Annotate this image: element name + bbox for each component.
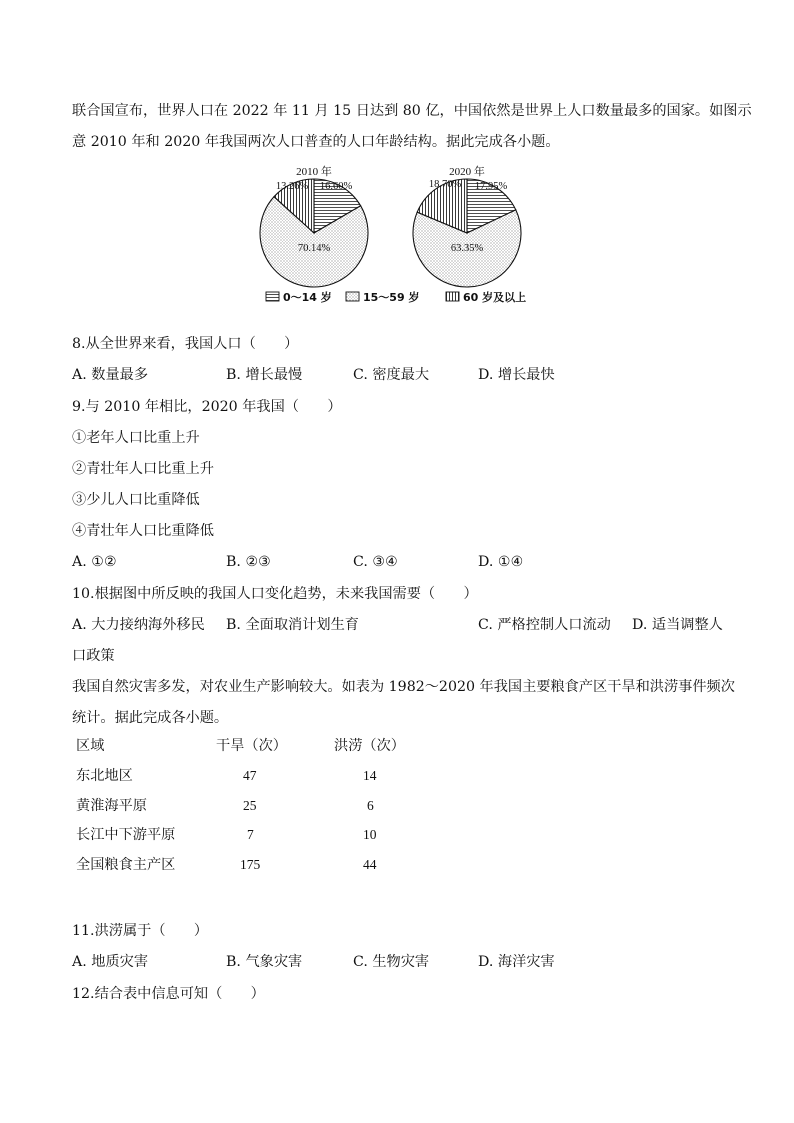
q10-option-d-continuation: 口政策 (72, 648, 115, 664)
q9-item-1: ①老年人口比重上升 (72, 430, 200, 446)
legend-swatch-age-15-59 (346, 292, 359, 301)
legend-label-age-60-plus: 60 岁及以上 (463, 291, 527, 304)
q9-option-c[interactable]: C. ③④ (353, 554, 398, 570)
legend-label-age-15-59: 15～59 岁 (363, 291, 420, 304)
q9-option-a[interactable]: A. ①② (72, 554, 117, 570)
legend-label-age-0-14: 0～14 岁 (283, 291, 332, 304)
chart-legend (266, 290, 526, 304)
q8-option-b[interactable]: B. 增长最慢 (226, 367, 303, 383)
q10-option-c[interactable]: C. 严格控制人口流动 (478, 617, 611, 633)
question-12-stem: 12.结合表中信息可知（ ） (72, 986, 265, 1002)
question-9-stem: 9.与 2010 年相比，2020 年我国（ ） (72, 399, 342, 415)
q9-option-d[interactable]: D. ①④ (478, 554, 524, 570)
q10-option-a[interactable]: A. 大力接纳海外移民 (72, 617, 205, 633)
population-age-structure-figure (256, 155, 536, 307)
pie-2010-label-age-15-59: 70.14% (297, 243, 331, 254)
intro-paragraph-line-1: 联合国宣布，世界人口在 2022 年 11 月 15 日达到 80 亿，中国依然是世界上人口数量最多的国家。如图示 (72, 103, 752, 119)
q9-option-b[interactable]: B. ②③ (226, 554, 271, 570)
table-row-2-flood: 6 (367, 798, 374, 813)
pie-chart-2020 (413, 164, 521, 287)
table-row-2-drought: 25 (243, 798, 257, 813)
table-row-1-drought: 47 (243, 768, 257, 783)
pie-2020-label-age-0-14: 17.95% (474, 181, 508, 192)
question-11-stem: 11.洪涝属于（ ） (72, 923, 209, 939)
intro2-line-2: 统计。据此完成各小题。 (72, 710, 229, 726)
q11-option-d[interactable]: D. 海洋灾害 (478, 954, 555, 970)
question-8-stem: 8.从全世界来看，我国人口（ ） (72, 336, 299, 352)
q9-item-3: ③少儿人口比重降低 (72, 492, 200, 508)
table-row-2-region: 黄淮海平原 (76, 798, 147, 814)
table-row-3-drought: 7 (247, 827, 254, 842)
q10-option-d[interactable]: D. 适当调整人 (632, 617, 723, 633)
pie-2020-label-age-15-59: 63.35% (450, 243, 484, 254)
q9-item-2: ②青壮年人口比重上升 (72, 461, 214, 477)
pie-2010-label-age-60-plus: 13.26% (275, 181, 309, 192)
pie-2020-title: 2020 年 (449, 166, 485, 178)
table-row-1-region: 东北地区 (76, 768, 133, 784)
pie-2020-label-age-60-plus: 18.70% (428, 179, 462, 190)
intro-paragraph-line-2: 意 2010 年和 2020 年我国两次人口普查的人口年龄结构。据此完成各小题。 (72, 134, 560, 150)
pie-2010-label-age-0-14: 16.60% (319, 181, 353, 192)
legend-swatch-age-60-plus (446, 292, 459, 301)
question-10-stem: 10.根据图中所反映的我国人口变化趋势，未来我国需要（ ） (72, 586, 478, 602)
q11-option-b[interactable]: B. 气象灾害 (226, 954, 303, 970)
q11-option-a[interactable]: A. 地质灾害 (72, 954, 149, 970)
pie-chart-2010 (260, 164, 368, 287)
table-row-4-region: 全国粮食主产区 (76, 857, 176, 873)
q8-option-c[interactable]: C. 密度最大 (353, 367, 430, 383)
q8-option-a[interactable]: A. 数量最多 (72, 367, 149, 383)
table-header-region: 区域 (76, 738, 105, 754)
table-header-drought: 干旱（次） (216, 738, 287, 754)
table-row-1-flood: 14 (363, 768, 377, 783)
table-row-3-region: 长江中下游平原 (76, 827, 176, 843)
intro2-line-1: 我国自然灾害多发，对农业生产影响较大。如表为 1982～2020 年我国主要粮食产区干旱和洪涝事件频次 (72, 679, 735, 695)
table-header-flood: 洪涝（次） (334, 738, 405, 754)
legend-swatch-age-0-14 (266, 292, 279, 301)
table-row-4-flood: 44 (363, 857, 377, 872)
pie-2010-title: 2010 年 (296, 166, 332, 178)
q11-option-c[interactable]: C. 生物灾害 (353, 954, 430, 970)
table-row-4-drought: 175 (240, 857, 261, 872)
q9-item-4: ④青壮年人口比重降低 (72, 523, 214, 539)
table-row-3-flood: 10 (363, 827, 377, 842)
q10-option-b[interactable]: B. 全面取消计划生育 (226, 617, 359, 633)
q8-option-d[interactable]: D. 增长最快 (478, 367, 555, 383)
